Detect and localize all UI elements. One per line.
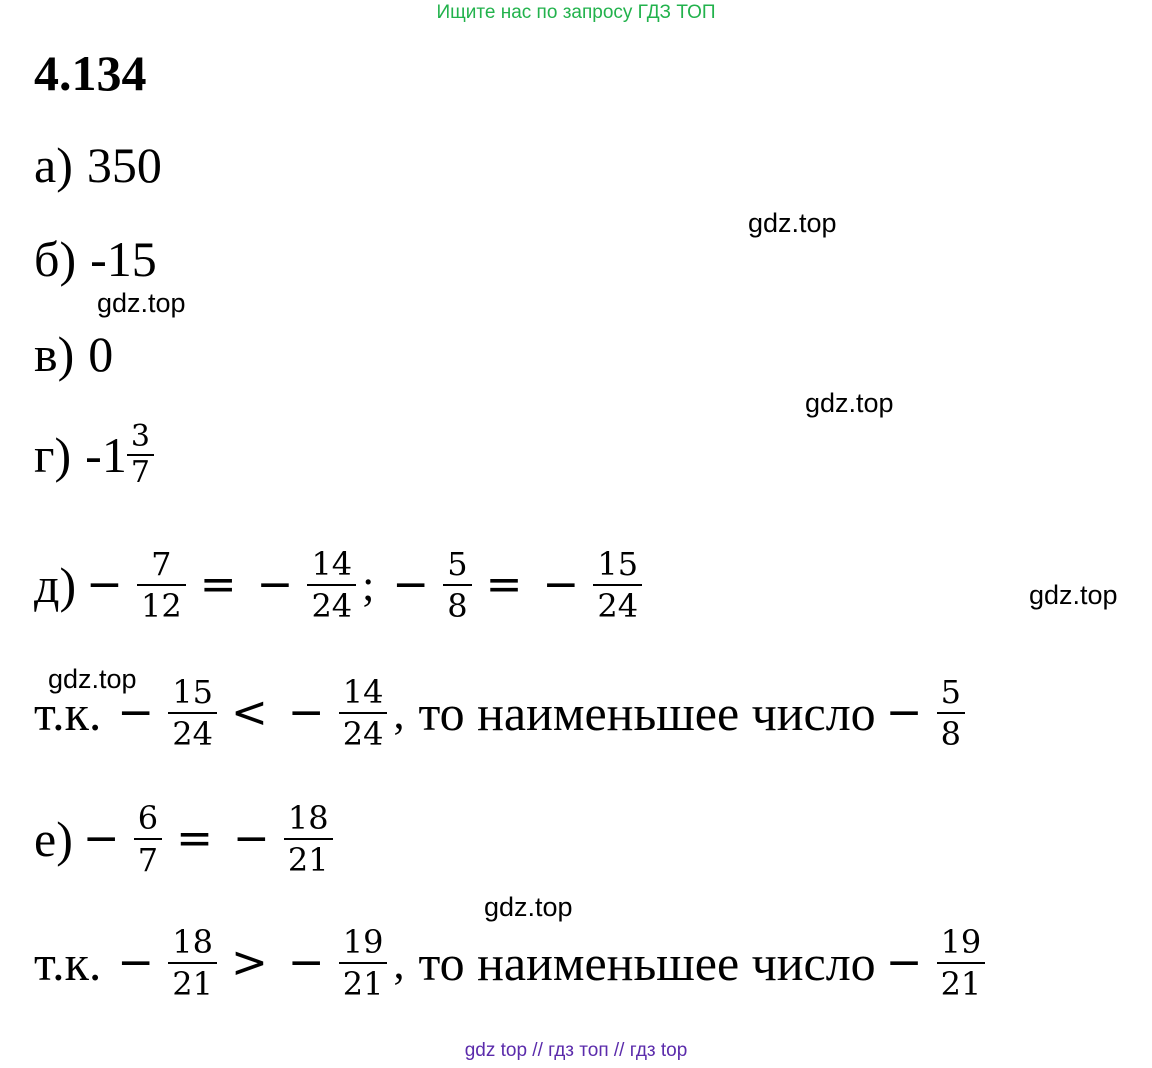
fraction-numerator: 3 [130, 419, 150, 454]
fraction-ec2 [339, 922, 388, 1004]
minus-sign: − [542, 559, 580, 610]
conclusion-e [34, 922, 989, 1004]
value-a: 350 [86, 137, 162, 193]
answer-b [34, 230, 157, 288]
fraction-d4 [593, 544, 642, 626]
fraction-d3 [443, 544, 471, 626]
minus-sign: − [117, 687, 155, 738]
fraction-denominator: 24 [311, 587, 353, 625]
fraction-denominator: 21 [940, 965, 982, 1003]
fraction-numerator: 5 [940, 673, 961, 711]
fraction-g [127, 420, 154, 490]
watermark: gdz.top [48, 664, 137, 694]
whole-g: -1 [85, 427, 127, 483]
fraction-denominator: 24 [342, 715, 384, 753]
fraction-numerator: 5 [447, 545, 468, 583]
fraction-numerator: 6 [137, 799, 159, 837]
label-e: е) [34, 811, 73, 867]
fraction-ec3 [937, 922, 986, 1004]
fraction-denominator: 7 [137, 841, 159, 879]
value-b: -15 [90, 231, 157, 287]
fraction-denominator: 24 [597, 587, 639, 625]
minus-sign: − [117, 937, 155, 988]
equals-sign: = [199, 559, 237, 610]
watermark: gdz.top [484, 892, 573, 922]
label-a: а) [34, 137, 73, 193]
minus-sign: − [232, 813, 270, 864]
fraction-ec1 [168, 922, 217, 1004]
watermark: gdz.top [97, 288, 186, 318]
minus-sign: − [86, 559, 123, 610]
conclusion-d [34, 672, 969, 754]
minus-sign: − [885, 687, 923, 738]
conclusion-prefix: т.к. [34, 685, 102, 741]
minus-sign: − [287, 687, 325, 738]
fraction-denominator: 21 [287, 841, 329, 879]
greater-than-sign: > [230, 937, 268, 988]
fraction-denominator: 21 [172, 965, 213, 1003]
fraction-e1 [134, 798, 162, 880]
fraction-denominator: 8 [447, 587, 468, 625]
less-than-sign: < [230, 687, 268, 738]
fraction-numerator: 14 [342, 673, 384, 711]
fraction-d2 [307, 544, 356, 626]
fraction-dc2 [339, 672, 388, 754]
fraction-numerator: 14 [311, 545, 353, 583]
value-v: 0 [88, 326, 114, 382]
answer-v [34, 325, 113, 383]
label-d: д) [34, 557, 77, 613]
fraction-e2 [284, 798, 333, 880]
fraction-numerator: 19 [342, 923, 384, 961]
answer-e [34, 798, 337, 880]
conclusion-text: то наименьшее число [418, 935, 876, 991]
semicolon: ; [362, 560, 375, 610]
fraction-numerator: 7 [151, 545, 172, 583]
label-b: б) [34, 231, 77, 287]
fraction-denominator: 8 [940, 715, 961, 753]
fraction-denominator: 24 [172, 715, 213, 753]
label-g: г) [34, 427, 72, 483]
conclusion-text: то наименьшее число [418, 685, 876, 741]
watermark: gdz.top [748, 208, 837, 238]
minus-sign: − [82, 813, 120, 864]
comma: , [393, 688, 405, 738]
fraction-dc1 [168, 672, 217, 754]
watermark: gdz.top [805, 388, 894, 418]
footer-links: gdz top // гдз топ // гдз top [464, 1040, 688, 1061]
fraction-denominator: 21 [342, 965, 384, 1003]
minus-sign: − [256, 559, 294, 610]
minus-sign: − [287, 937, 325, 988]
fraction-numerator: 18 [287, 799, 329, 837]
minus-sign: − [392, 559, 430, 610]
fraction-d1 [137, 544, 186, 626]
answer-g [34, 420, 158, 490]
minus-sign: − [885, 937, 923, 988]
fraction-denominator: 12 [140, 587, 182, 625]
equals-sign: = [485, 559, 523, 610]
equals-sign: = [176, 813, 213, 864]
search-banner: Ищите нас по запросу ГДЗ ТОП [436, 2, 716, 23]
label-v: в) [34, 326, 75, 382]
answer-a [34, 136, 162, 194]
exercise-number: 4.134 [34, 45, 147, 101]
comma: , [393, 938, 405, 988]
fraction-numerator: 15 [597, 545, 639, 583]
fraction-numerator: 15 [172, 673, 213, 711]
fraction-dc3 [937, 672, 965, 754]
conclusion-prefix: т.к. [34, 935, 102, 991]
fraction-numerator: 19 [940, 923, 982, 961]
fraction-numerator: 18 [172, 923, 213, 961]
fraction-denominator: 7 [130, 455, 150, 490]
answer-d [34, 544, 646, 626]
watermark: gdz.top [1029, 580, 1118, 610]
